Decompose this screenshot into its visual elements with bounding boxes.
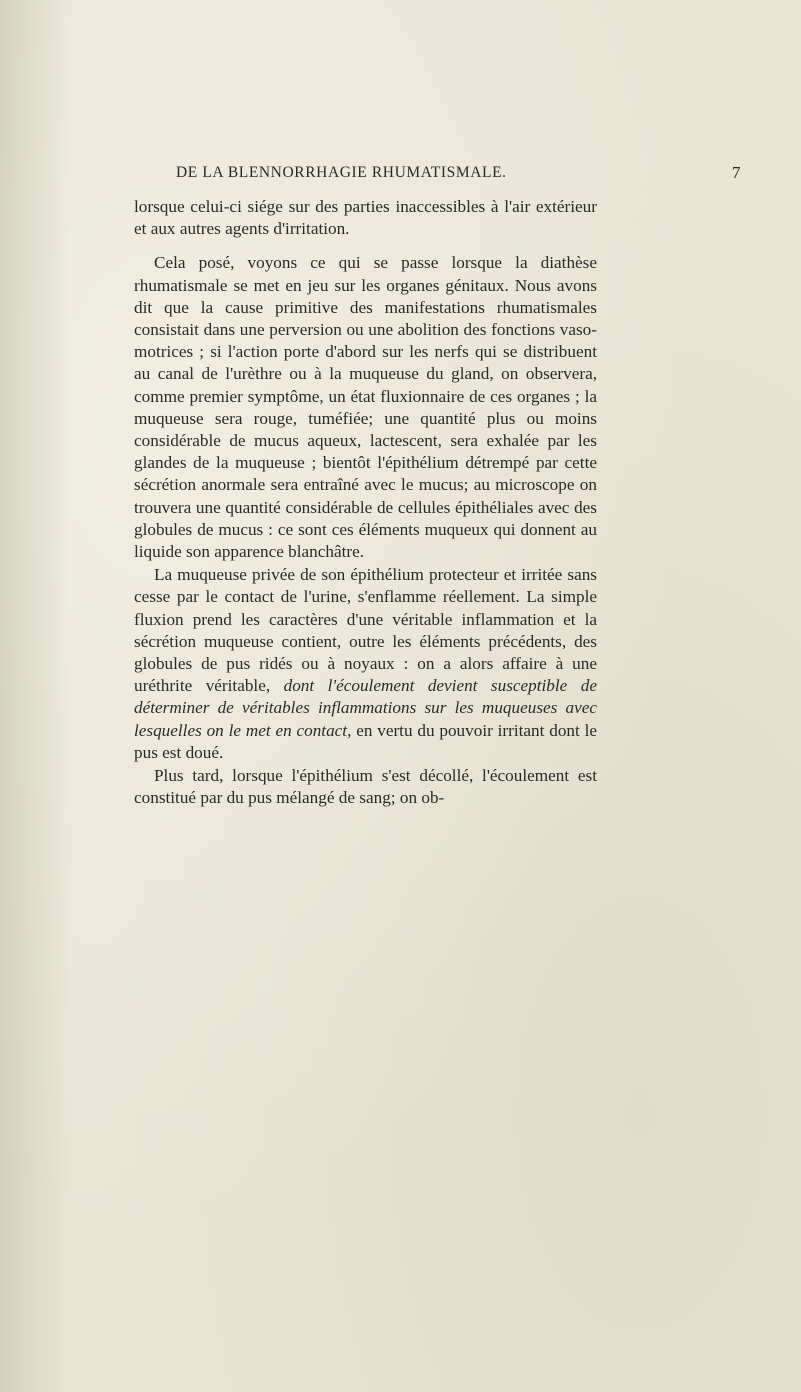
page-number: 7 — [732, 163, 742, 182]
page-edge-shadow — [0, 0, 70, 1392]
running-title: DE LA BLENNORRHAGIE RHUMATISMALE. — [176, 164, 507, 181]
body-text — [134, 196, 597, 809]
page-header — [176, 164, 776, 190]
paragraph-1: lorsque celui-ci siége sur des parties inaccessibles à l'air extérieur et aux autres agents d'irritation. — [134, 197, 597, 239]
paragraph-3-end: , en vertu du pouvoir irritant dont le pus est doué. — [134, 720, 597, 762]
paragraph-3 — [134, 564, 597, 764]
paragraph-3-italic: dont l'écoulement devient susceptible de déterminer de véritables inflammations sur les muqueuses avec lesquelles on le met en contact — [134, 676, 598, 740]
paragraph-3-text: La muqueuse privée de son épithélium protecteur et irritée sans cesse par le contact de l'urine, s'enflamme réellement. La simple fluxion prend les caractères d'une véritable inflammation et la sécrétion muqueuse contient, outre les éléments précédents, des globules de pus ridés ou à noyaux : on a alors affaire à une uréthrite véritable, — [134, 565, 597, 696]
paragraph-2: Cela posé, voyons ce qui se passe lorsque la diathèse rhumatismale se met en jeu sur les organes génitaux. Nous avons dit que la cause primitive des manifestations rhumatismales consistait dans une perversion ou une abolition des fonctions vaso-motrices ; si l'action porte d'abord sur les nerfs qui se distribuent au canal de l'urèthre ou à la muqueuse du gland, on observera, comme premier symptôme, un état fluxionnaire de ces organes ; la muqueuse sera rouge, tuméfiée; une quantité plus ou moins considérable de mucus aqueux, lactescent, sera exhalée par les glandes de la muqueuse ; bientôt l'épithélium détrempé par cette sécrétion anormale sera entraîné avec le mucus; au microscope on trouvera une quantité considérable de cellules épithéliales avec des globules de mucus : ce sont ces éléments muqueux qui donnent au liquide son apparence blanchâtre. — [134, 253, 597, 562]
paragraph-4: Plus tard, lorsque l'épithélium s'est décollé, l'écoulement est constitué par du pus mélangé de sang; on ob- — [134, 766, 597, 808]
